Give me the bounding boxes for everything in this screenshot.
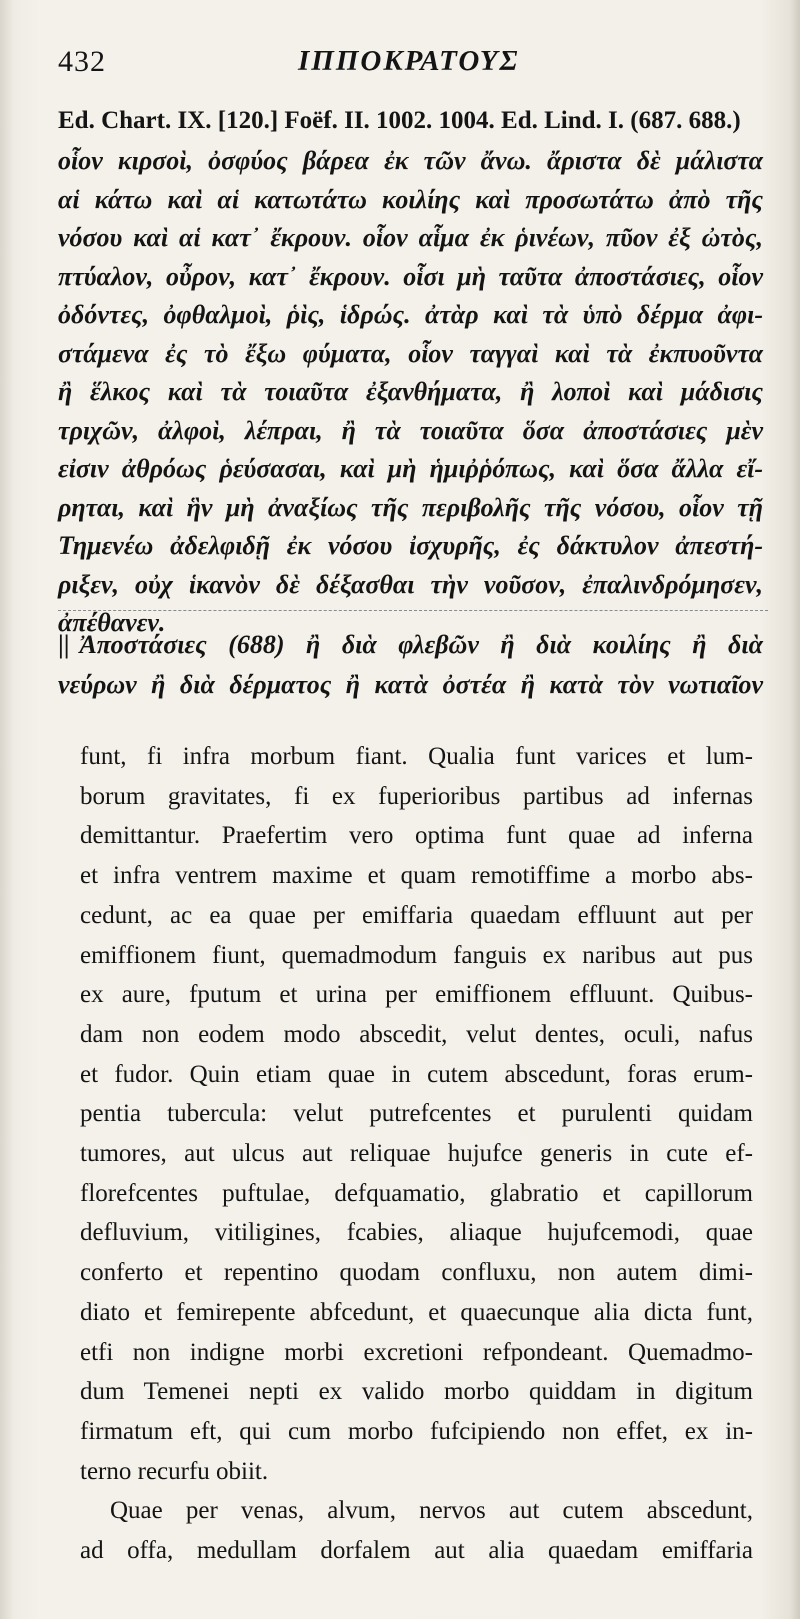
- greek-second-paragraph: [58, 625, 763, 705]
- running-title: ΙΠΠΟΚΡΑΤΟΥΣ: [298, 45, 520, 77]
- latin-line: funt, fi infra morbum fiant. Qualia funt varices et lum-: [80, 743, 753, 770]
- latin-line: demittantur. Praefertim vero optima funt quae ad inferna: [80, 822, 753, 850]
- greek-line: [58, 625, 763, 665]
- column-divider-rule: [58, 610, 768, 611]
- latin-line: pentia tubercula: velut putrefcentes et purulenti quidam: [80, 1100, 753, 1128]
- latin-line: tumores, aut ulcus aut reliquae hujufce generis in cute ef-: [80, 1140, 753, 1168]
- latin-line: terno recurfu obiit.: [80, 1457, 269, 1485]
- latin-line: cedunt, ac ea quae per emiffaria quaedam effluunt aut per: [80, 901, 753, 929]
- latin-line: dum Temenei nepti ex valido morbo quiddam in digitum: [80, 1378, 753, 1406]
- latin-line: conferto et repentino quodam confluxu, non autem dimi-: [80, 1259, 753, 1287]
- greek-line: Τημενέω ἀδελφιδῇ ἐκ νόσου ἰσχυρῆς, ἐς δάκτυλον ἀπεστή-: [58, 531, 763, 560]
- greek-line: ὀδόντες, ὀφθαλμοὶ, ῥὶς, ἱδρώς. ἀτὰρ καὶ τὰ ὑπὸ δέρμα ἀφι-: [58, 300, 763, 329]
- latin-line: florefcentes puftulae, defquamatio, glabratio et capillorum: [80, 1179, 753, 1207]
- greek-line: ρηται, καὶ ἣν μὴ ἀναξίως τῆς περιβολῆς τῆς νόσου, οἷον τῇ: [58, 492, 763, 522]
- latin-line: Quae per venas, alvum, nervos aut cutem abscedunt,: [110, 1497, 753, 1525]
- greek-line: εἰσιν ἀθρόως ῥεύσασαι, καὶ μὴ ἡμιῤῥόπως, καὶ ὅσα ἄλλα εἴ-: [58, 454, 763, 483]
- latin-line: emiffionem fiunt, quemadmodum fanguis ex naribus aut pus: [80, 941, 753, 969]
- greek-text-block: [58, 142, 763, 643]
- latin-line: ex aure, fputum et urina per emiffionem effluunt. Quibus-: [80, 981, 753, 1009]
- greek-line: τριχῶν, ἀλφοὶ, λέπραι, ἢ τὰ τοιαῦτα ὅσα ἀποστάσιες μὲν: [58, 415, 763, 445]
- greek-line: ριξεν, οὐχ ἱκανὸν δὲ δέξασθαι τὴν νοῦσον, ἐπαλινδρόμησεν,: [58, 569, 763, 599]
- latin-line: diato et femirepente abfcedunt, et quaecunque alia dicta funt,: [80, 1298, 753, 1326]
- greek-line: στάμενα ἐς τὸ ἔξω φύματα, οἷον ταγγαὶ καὶ τὰ ἐκπυοῦντα: [58, 338, 763, 368]
- latin-line: borum gravitates, fi ex fuperioribus partibus ad infernas: [80, 782, 753, 810]
- greek-line-text: Ἀποστάσιες (688) ἢ διὰ φλεβῶν ἢ διὰ κοιλίης ἢ διὰ: [79, 630, 763, 659]
- greek-line: νόσου καὶ αἱ κατ᾽ ἔκρουν. οἷον αἷμα ἐκ ῥινέων, πῦον ἐξ ὠτὸς,: [58, 223, 763, 252]
- latin-line: et infra ventrem maxime et quam remotiffime a morbo abs-: [80, 862, 753, 890]
- greek-line: νεύρων ἢ διὰ δέρματος ἢ κατὰ ὀστέα ἢ κατὰ τὸν νωτιαῖον: [58, 670, 763, 699]
- page-header: [58, 45, 760, 85]
- page-number: 432: [58, 45, 106, 78]
- edition-reference-line: Ed. Chart. IX. [120.] Foëf. II. 1002. 1004. Ed. Lind. I. (687. 688.): [58, 107, 741, 134]
- latin-line: etfi non indigne morbi excretioni refpondeant. Quemadmo-: [80, 1338, 753, 1366]
- latin-text-block: [80, 737, 753, 1571]
- column-mark: ||: [58, 630, 70, 659]
- greek-line: αἱ κάτω καὶ αἱ κατωτάτω κοιλίης καὶ προσωτάτω ἀπὸ τῆς: [58, 184, 763, 214]
- latin-line: dam non eodem modo abscedit, velut dentes, oculi, nafus: [80, 1020, 753, 1048]
- latin-line: defluvium, vitiligines, fcabies, aliaque hujufcemodi, quae: [80, 1219, 753, 1247]
- latin-line: ad offa, medullam dorfalem aut alia quaedam emiffaria: [80, 1537, 753, 1565]
- greek-line: οἷον κιρσοὶ, ὀσφύος βάρεα ἐκ τῶν ἄνω. ἄριστα δὲ μάλιστα: [58, 146, 763, 175]
- greek-line: πτύαλον, οὖρον, κατ᾽ ἔκρουν. οἷσι μὴ ταῦτα ἀποστάσιες, οἷον: [58, 261, 763, 291]
- greek-line: ἀπέθανεν.: [58, 608, 166, 637]
- latin-line: et fudor. Quin etiam quae in cutem abscedunt, foras erum-: [80, 1060, 753, 1088]
- greek-line: ἢ ἕλκος καὶ τὰ τοιαῦτα ἐξανθήματα, ἢ λοποὶ καὶ μάδισις: [58, 377, 763, 406]
- latin-line: firmatum eft, qui cum morbo fufcipiendo non effet, ex in-: [80, 1417, 753, 1445]
